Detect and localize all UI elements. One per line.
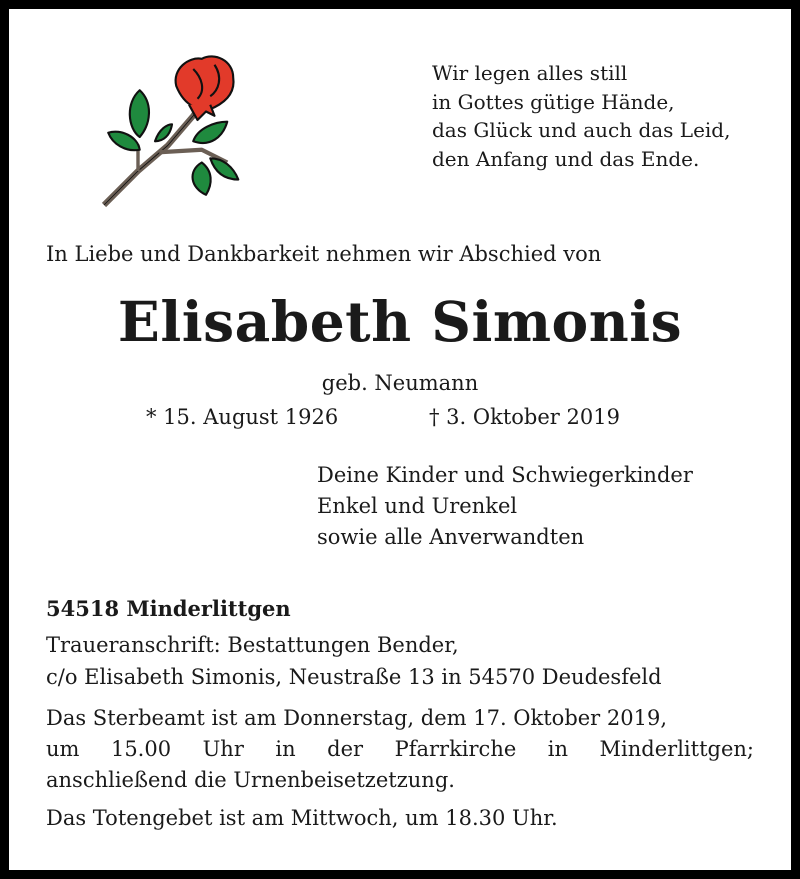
- prayer-info: Das Totengebet ist am Mittwoch, um 18.30 Uhr.: [46, 806, 558, 830]
- verse-line: in Gottes gütige Hände,: [432, 89, 675, 114]
- verse-line: das Glück und auch das Leid,: [432, 118, 731, 142]
- place: 54518 Minderlittgen: [46, 596, 291, 621]
- death-date: † 3. Oktober 2019: [429, 405, 620, 429]
- mourners-line: Deine Kinder und Schwiegerkinder: [317, 463, 693, 487]
- deceased-name: Elisabeth Simonis: [117, 289, 683, 354]
- service-line: Das Sterbeamt ist am Donnerstag, dem 17. Oktober 2019,: [46, 706, 668, 730]
- rose-illustration-icon: [87, 41, 257, 216]
- birth-date: * 15. August 1926: [146, 405, 339, 429]
- intro-text: In Liebe und Dankbarkeit nehmen wir Abschied von: [46, 242, 602, 266]
- service-line: anschließend die Urnenbeisetzetzung.: [46, 768, 455, 792]
- funeral-service-info: [46, 703, 754, 796]
- address-line: c/o Elisabeth Simonis, Neustraße 13 in 54570 Deudesfeld: [46, 665, 662, 689]
- mourners: [317, 460, 693, 553]
- mourners-line: Enkel und Urenkel: [317, 494, 518, 518]
- verse: [432, 59, 730, 173]
- verse-line: den Anfang und das Ende.: [432, 146, 700, 171]
- birth-name: geb. Neumann: [321, 371, 479, 395]
- mourners-line: sowie alle Anverwandten: [317, 525, 585, 549]
- mourning-address: [46, 629, 662, 693]
- service-line: um 15.00 Uhr in der Pfarrkirche in Minderlittgen;: [46, 737, 754, 761]
- verse-line: Wir legen alles still: [432, 61, 628, 85]
- address-line: Traueranschrift: Bestattungen Bender,: [46, 633, 459, 657]
